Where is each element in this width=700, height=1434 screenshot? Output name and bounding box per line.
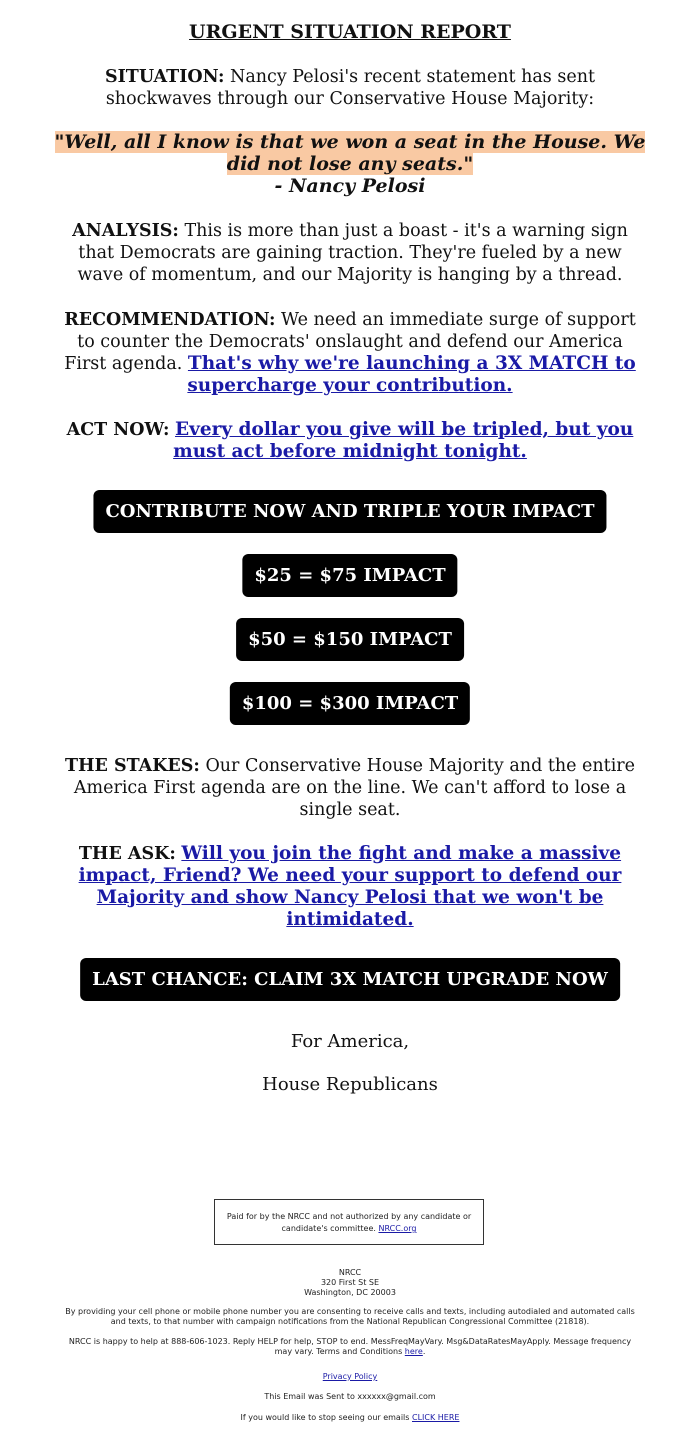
last-chance-button[interactable]: LAST CHANCE: CLAIM 3X MATCH UPGRADE NOW xyxy=(80,958,620,1001)
stakes-label: THE STAKES: xyxy=(64,756,200,776)
stakes-text: Our Conservative House Majority and the entire America First agenda are on the line. We can't afford to lose a single seat. xyxy=(73,756,636,820)
analysis-label: ANALYSIS: xyxy=(72,221,179,241)
signature-text: House Republicans xyxy=(262,1074,438,1095)
address-block xyxy=(60,1268,640,1298)
pelosi-quote xyxy=(40,131,660,197)
quote-attribution: - Nancy Pelosi xyxy=(274,175,426,197)
contribute-button[interactable]: CONTRIBUTE NOW AND TRIPLE YOUR IMPACT xyxy=(93,490,606,533)
tripled-link[interactable]: Every dollar you give will be tripled, but you must act before midnight tonight. xyxy=(173,419,634,462)
address-line2: Washington, DC 20003 xyxy=(304,1288,396,1297)
help-text: NRCC is happy to help at 888-606-1023. Reply HELP for help, STOP to end. MessFreqMayVary. Msg&DataRatesMayApply. Message frequency may vary. Terms and Conditions xyxy=(68,1337,632,1356)
donate-50-button[interactable]: $50 = $150 IMPACT xyxy=(236,618,464,661)
match-link[interactable]: That's why we're launching a 3X MATCH to supercharge your contribution. xyxy=(187,353,636,396)
terms-link[interactable]: here xyxy=(404,1347,423,1356)
recommendation-label: RECOMMENDATION: xyxy=(64,310,276,330)
sent-to-text: This Email was Sent to xxxxxx@gmail.com xyxy=(264,1392,436,1401)
act-now-paragraph xyxy=(55,419,645,463)
page-title: URGENT SITUATION REPORT xyxy=(189,21,511,43)
analysis-paragraph xyxy=(55,220,645,286)
paid-for-text: Paid for by the NRCC and not authorized by any candidate or candidate's committee. xyxy=(226,1212,472,1233)
address-line1: 320 First St SE xyxy=(320,1278,380,1287)
unsubscribe-block xyxy=(60,1413,640,1423)
closing-text: For America, xyxy=(290,1031,410,1052)
stakes-paragraph xyxy=(55,755,645,821)
unsubscribe-text: If you would like to stop seeing our emails xyxy=(240,1413,412,1422)
ask-paragraph xyxy=(55,843,645,931)
privacy-block xyxy=(60,1372,640,1382)
situation-paragraph xyxy=(55,66,645,110)
org-name: NRCC xyxy=(338,1268,362,1277)
donate-25-button[interactable]: $25 = $75 IMPACT xyxy=(242,554,457,597)
donate-100-button[interactable]: $100 = $300 IMPACT xyxy=(230,682,470,725)
situation-label: SITUATION: xyxy=(104,67,225,87)
situation-text: Nancy Pelosi's recent statement has sent shockwaves through our Conservative House Majority: xyxy=(105,67,595,109)
analysis-text: This is more than just a boast - it's a warning sign that Democrats are gaining traction. They're fueled by a new wave of momentum, and our Majority is hanging by a thread. xyxy=(77,221,628,285)
ask-label: THE ASK: xyxy=(78,844,176,864)
unsubscribe-link[interactable]: CLICK HERE xyxy=(412,1413,460,1422)
act-now-label: ACT NOW: xyxy=(66,420,170,440)
help-text-block: NRCC is happy to help at 888-606-1023. Reply HELP for help, STOP to end. MessFreqMayVary. Msg&DataRatesMayApply. Message frequency may vary. Terms and Conditions here. xyxy=(68,1337,632,1356)
recommendation-text: We need an immediate surge of support to counter the Democrats' onslaught and defend our America First agenda. xyxy=(64,310,636,374)
ask-link[interactable]: Will you join the fight and make a massive impact, Friend? We need your support to defend our Majority and show Nancy Pelosi that we won't be intimidated. xyxy=(78,843,622,930)
consent-text: By providing your cell phone or mobile phone number you are consenting to receive calls and texts, including autodialed and automated calls and texts, to that number with campaign notifications from the National Republican Congressional Committee (21818). xyxy=(65,1307,635,1326)
paid-for-disclaimer xyxy=(214,1199,484,1245)
quote-text: "Well, all I know is that we won a seat in the House. We did not lose any seats." xyxy=(54,131,646,175)
privacy-policy-link[interactable]: Privacy Policy xyxy=(322,1372,378,1381)
nrcc-link[interactable]: NRCC.org xyxy=(378,1224,417,1233)
recommendation-paragraph xyxy=(55,309,645,397)
